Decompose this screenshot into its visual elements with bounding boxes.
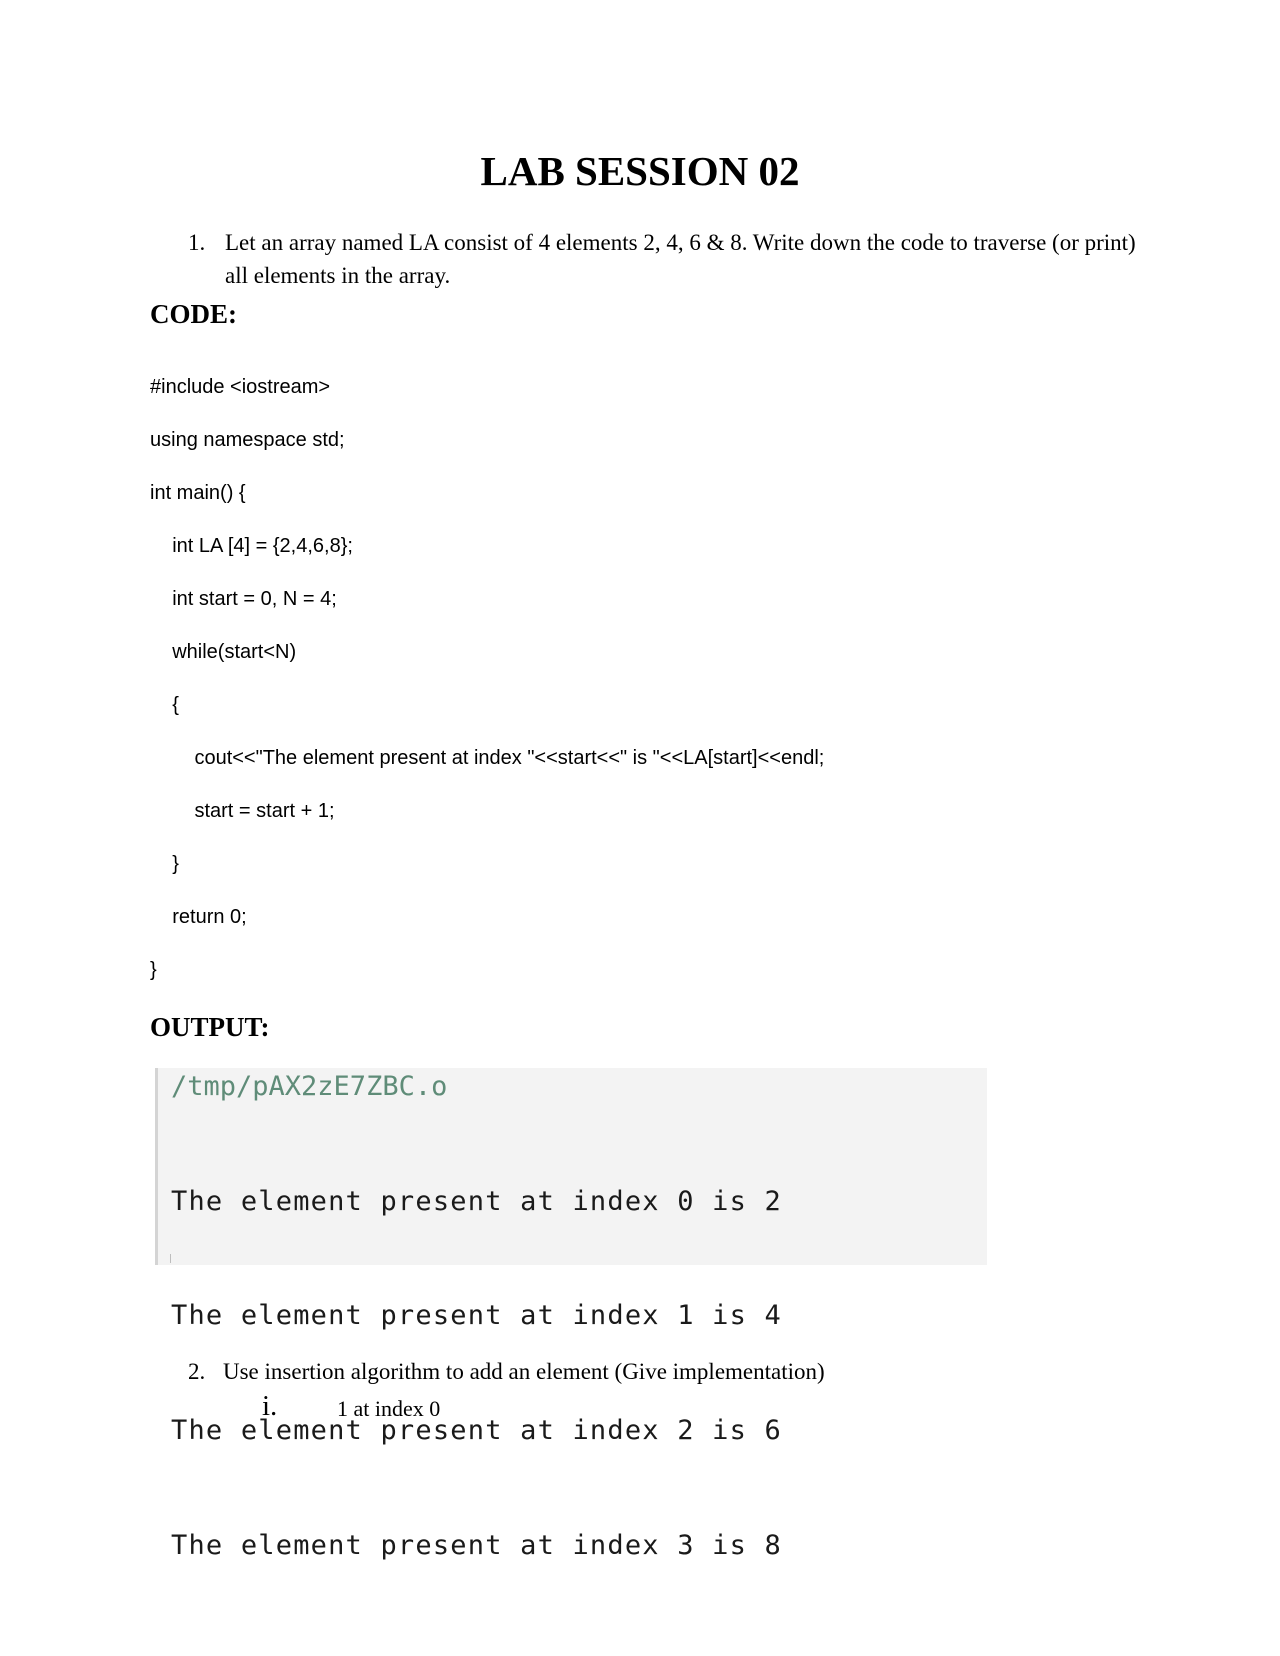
code-heading: CODE: xyxy=(150,299,237,329)
question-1-text: Let an array named LA consist of 4 elements 2, 4, 6 & 8. Write down the code to traverse (or print) all elements in the array. xyxy=(225,230,1136,288)
code-line: int LA [4] = {2,4,6,8}; xyxy=(150,535,353,557)
sub-item-text: 1 at index 0 xyxy=(337,1396,441,1421)
question-1-number: 1. xyxy=(188,230,206,255)
code-line: cout<<"The element present at index "<<start<<" is "<<LA[start]<<endl; xyxy=(150,747,825,769)
code-line: #include <iostream> xyxy=(150,376,331,398)
page-title: LAB SESSION 02 xyxy=(480,148,800,194)
code-line: using namespace std; xyxy=(150,429,345,451)
code-line: } xyxy=(150,853,179,875)
output-path: /tmp/pAX2zE7ZBC.o xyxy=(171,1071,448,1102)
code-block xyxy=(150,373,824,1009)
code-line: start = start + 1; xyxy=(150,800,335,822)
sub-item-number: i. xyxy=(262,1390,278,1422)
code-line: return 0; xyxy=(150,906,247,928)
code-line: int main() { xyxy=(150,482,246,504)
output-line: The element present at index 1 is 4 xyxy=(171,1300,782,1332)
output-heading: OUTPUT: xyxy=(150,1012,270,1042)
text-cursor xyxy=(170,1254,171,1263)
code-line: { xyxy=(150,694,179,716)
code-line: while(start<N) xyxy=(150,641,297,663)
question-2-number: 2. xyxy=(188,1359,206,1384)
output-line: The element present at index 0 is 2 xyxy=(171,1185,782,1217)
question-1 xyxy=(188,226,1148,292)
code-line: } xyxy=(150,959,157,981)
output-line: The element present at index 3 is 8 xyxy=(171,1530,782,1562)
code-line: int start = 0, N = 4; xyxy=(150,588,337,610)
question-2-text: Use insertion algorithm to add an element (Give implementation) xyxy=(223,1359,825,1384)
output-line: The element present at index 2 is 6 xyxy=(171,1415,782,1447)
question-2 xyxy=(188,1355,825,1388)
